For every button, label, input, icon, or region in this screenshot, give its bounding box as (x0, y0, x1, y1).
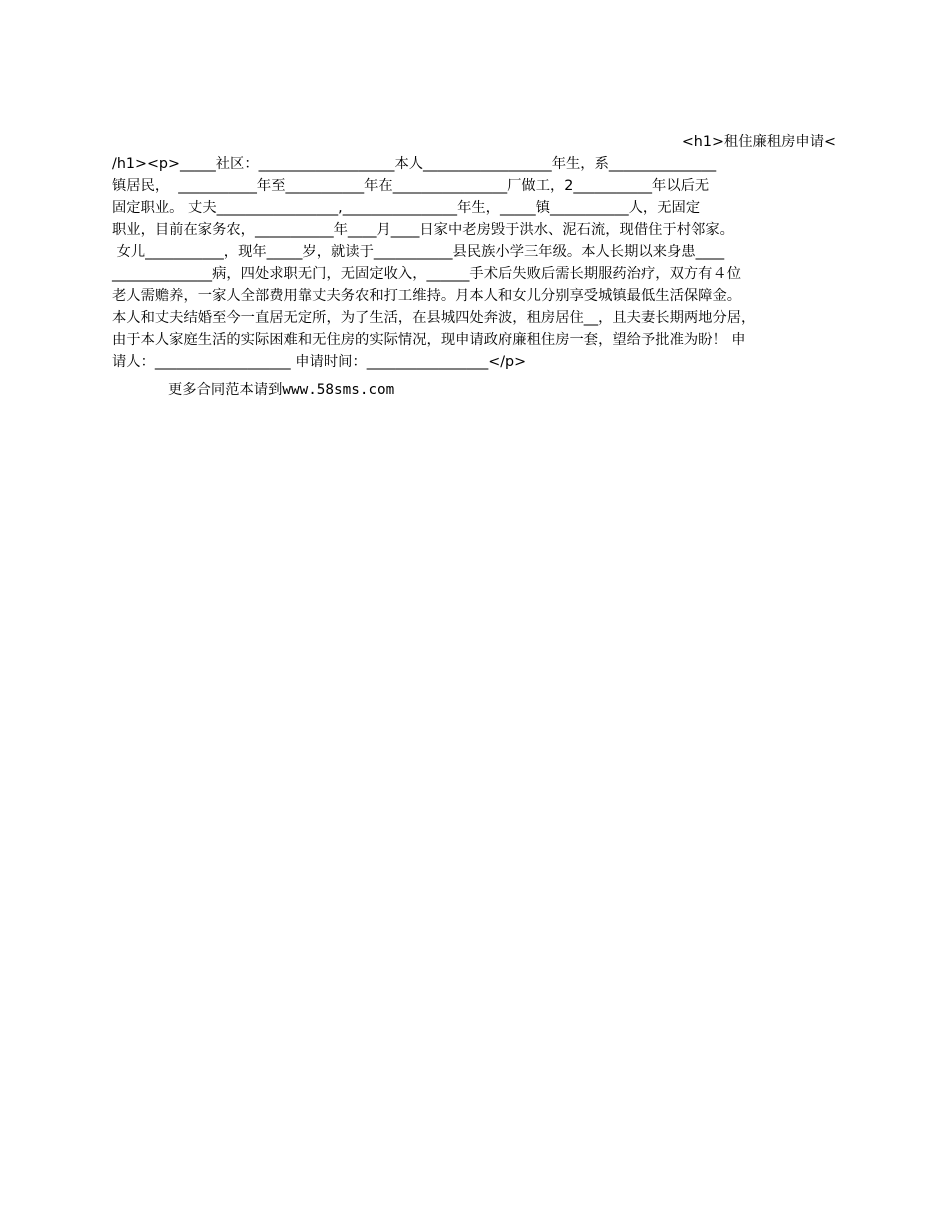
document-heading-line: <h1>租住廉租房申请< (681, 134, 836, 150)
body-line-6: ______________病，四处求职无门，无固定收入，______手术后失败后需长期服药治疗，双方有４位 (112, 266, 742, 282)
body-line-10: 请人：___________________ 申请时间：_________________</p> (112, 354, 527, 370)
body-line-9: 由于本人家庭生活的实际困难和无住房的实际情况，现申请政府廉租住房一套，望给予批准为盼！ 申 (112, 332, 746, 348)
footer-link[interactable]: www.58sms.com (282, 382, 395, 398)
footer-note (168, 379, 394, 401)
body-line-1: /h1><p>_____社区：___________________本人__________________年生，系_______________ (112, 156, 717, 172)
body-line-4: 职业，目前在家务农，___________年____月____日家中老房毁于洪水、泥石流，现借住于村邻家。 (112, 222, 734, 238)
body-line-8: 本人和丈夫结婚至今一直居无定所，为了生活，在县城四处奔波，租房居住__，且夫妻长期两地分居， (112, 310, 756, 326)
body-line-2: 镇居民， ___________年至___________年在________________厂做工，2___________年以后无 (112, 178, 710, 194)
body-line-5: 女儿___________，现年_____岁，就读于___________县民族小学三年级。本人长期以来身患____ (112, 244, 725, 260)
footer-prefix: 更多合同范本请到 (168, 382, 283, 398)
body-line-7: 老人需赡养，一家人全部费用靠丈夫务农和打工维持。月本人和女儿分别享受城镇最低生活保障金。 (112, 288, 742, 304)
body-line-3: 固定职业。 丈夫_________________,________________年生，_____镇___________人，无固定 (112, 200, 701, 216)
